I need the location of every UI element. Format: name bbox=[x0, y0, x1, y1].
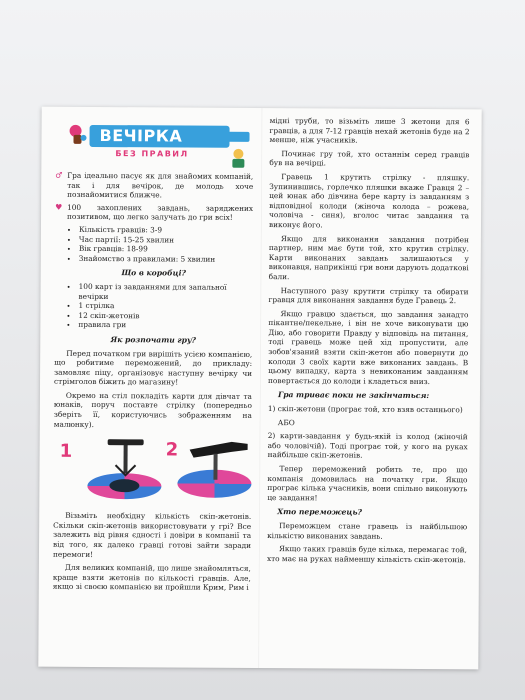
game-end-heading: Гра триває поки не закінчаться: bbox=[277, 390, 430, 401]
right-column bbox=[267, 116, 470, 569]
box-item: • 1 стрілка bbox=[78, 301, 252, 312]
spec-item: • Вік гравців: 18-99 bbox=[79, 244, 253, 255]
rules-leaflet bbox=[38, 107, 481, 670]
winner-heading: Хто переможець? bbox=[277, 507, 362, 518]
spec-item: • Кількість гравців: 3-9 bbox=[79, 225, 253, 236]
paragraph: Наступного разу крутити стрілку та обирати гравця для виконання завдання буде Гравець 2. bbox=[268, 285, 469, 306]
box-item: • правила гри bbox=[78, 320, 252, 331]
bottle-arrow-icon bbox=[97, 439, 157, 481]
paragraph: Починає гру той, хто останнім серед гравців був на вечірці. bbox=[269, 148, 470, 168]
logo-subtitle: БЕЗ ПРАВИЛ bbox=[115, 149, 189, 159]
paragraph: Для великих компаній, що лише знайомляться, краще взяти жетонів по кількості гравців. Але, якщо зі своєю компанією ви пройшли Крим, Рим і bbox=[52, 563, 251, 593]
bottle-mascot-icon bbox=[67, 123, 87, 145]
logo-title: ВЕЧІРКА bbox=[89, 125, 229, 148]
end-or: АБО bbox=[277, 417, 295, 427]
game-logo bbox=[55, 121, 253, 168]
paragraph: мідні труби, то візьміть лише 3 жетони для 6 гравців, а для 7-12 гравців нехай жетонів буде на 2 менше, ніж учасників. bbox=[269, 116, 470, 145]
box-contents-heading: Що в коробці? bbox=[121, 268, 187, 278]
box-contents-list bbox=[54, 282, 252, 331]
paragraph: Перед початком гри вирішіть усією компанією, що робитиме переможений, до прикладу: замовляє піцу, організовує наступну вечірку чи стрімголов біжить до магазину! bbox=[54, 348, 253, 387]
how-to-start-heading: Як розпочати гру? bbox=[110, 334, 197, 345]
intro-line-1 bbox=[55, 171, 253, 201]
spec-item: • Час партії: 15-25 хвилин bbox=[79, 234, 253, 245]
assembled-bottle-icon bbox=[185, 436, 255, 486]
spec-item: • Знайомство з правилами: 5 хвилин bbox=[79, 254, 253, 265]
step-number-1: 1 bbox=[59, 441, 73, 463]
paragraph: Якщо таких гравців буде кілька, перемагає той, хто має на руках найменшу кількість скіп-жетонів. bbox=[266, 544, 468, 565]
intro-text-1: Гра ідеально пасує як для знайомих компаній, так і для вечірок, де молодь хоче познайомитися ближче. bbox=[67, 170, 254, 200]
end-condition-1: 1) скіп-жетони (програє той, хто взяв останнього) bbox=[267, 404, 463, 415]
game-specs-list bbox=[55, 225, 253, 265]
paragraph: Окремо на стіл покладіть карти для дівчат та юнаків, поруч поставте стрілку (попередньо зберіть її, користуючись зображенням на малюнку). bbox=[53, 390, 252, 429]
character-icon bbox=[227, 148, 249, 168]
paragraph: Гравець 1 крутить стрілку - пляшку. Зупинившись, горлечко пляшки вкаже Гравця 2 – цей юнак або дівчина бере карту із завданням з відповідної колоди (жіноча колода – рожева, чоловіча - синя), вголос читає завдання та виконує його. bbox=[268, 172, 470, 230]
paragraph: Візьміть необхідну кількість скіп-жетонів. Скільки скіп-жетонів використовувати у грі? Все залежить від рівня єдності і довіри в компанії та від того, як далеко гравці готові зайти заради перемоги! bbox=[52, 511, 252, 559]
paragraph: Переможцем стане гравець із найбільшою кількістю виконаних завдань. bbox=[267, 521, 468, 541]
paragraph: Тепер переможений робить те, про що компанія домовилась на початку гри. Якщо програє кілька учасників, вони спільно виконують це завдання! bbox=[267, 464, 468, 503]
page-fold bbox=[258, 108, 262, 668]
paragraph: Якщо гравцю здається, що завдання занадто пікантне/пекельне, і він не хоче виконувати цю Дію, або говорити Правду у відповідь на питання, тоді гравець може цей хід пропустити, але зобов'язаний взяти скіп-жетон або повернути до колоди 3 своїх карти вже виконаних завдань. В цьому випадку, карта з невиконаним завданням повертається до колоди і кладеться вниз. bbox=[268, 308, 469, 386]
assembly-illustration bbox=[53, 433, 251, 506]
step-number-2: 2 bbox=[165, 439, 179, 461]
paragraph: Якщо для виконання завдання потрібен партнер, ним має бути той, хто крутив стрілку. Карти виконаних завдань залишаються у виконавця, наприкінці гри вони дарують додаткові бали. bbox=[268, 233, 469, 282]
box-item: • 12 скіп-жетонів bbox=[78, 311, 252, 322]
box-item: • 100 карт із завданнями для запальної вечірки bbox=[79, 282, 253, 302]
intro-text-2: 100 захоплених завдань, заряджених позитивом, що легко залучать до гри всіх! bbox=[67, 202, 254, 223]
left-column bbox=[53, 121, 254, 597]
intro-line-2 bbox=[55, 203, 253, 223]
male-symbol-icon: ♂ bbox=[55, 170, 63, 180]
bottle-neck-shape bbox=[228, 132, 250, 142]
location-pin-icon: ♥ bbox=[55, 202, 63, 212]
end-condition-2: 2) карти-завдання у будь-якій із колод (жіночій або чоловічій). Тоді програє той, у кого на руках найбільше скіп-жетонів. bbox=[267, 431, 468, 461]
